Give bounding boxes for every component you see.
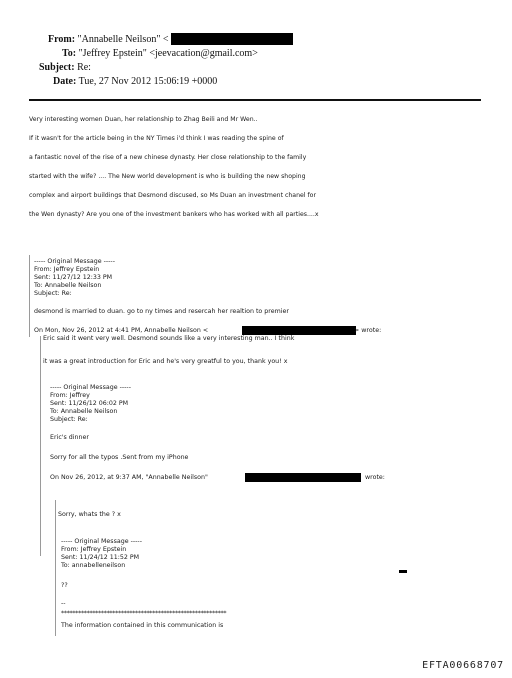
- header-divider: [29, 99, 481, 101]
- quote1-from: From: Jeffrey Epstein: [34, 266, 100, 273]
- from-label: From:: [48, 34, 76, 45]
- from-row: [48, 34, 169, 45]
- body-line-3: a fantastic novel of the rise of a new chinese dynasty. Her close relationship to the family: [29, 154, 307, 161]
- quote1-sent: Sent: 11/27/12 12:33 PM: [34, 274, 113, 281]
- quote1-separator: ----- Original Message -----: [34, 258, 115, 265]
- subject-label: Subject:: [39, 62, 75, 73]
- body-line-1: Very interesting women Duan, her relationship to Zhag Beili and Mr Wen..: [29, 116, 258, 123]
- quote3-sent: Sent: 11/24/12 11:52 PM: [61, 554, 140, 561]
- quote2-line-2: it was a great introduction for Eric and he's very greatful to you, thank you! x: [43, 358, 288, 365]
- to-value: "Jeffrey Epstein" <jeevacation@gmail.com>: [78, 48, 258, 59]
- quote2-to: To: Annabelle Neilson: [50, 408, 118, 415]
- to-row: [62, 48, 258, 59]
- quote3-info: The information contained in this communication is: [61, 622, 224, 629]
- redaction-quote2-email: [245, 473, 361, 482]
- quote3-separator: ----- Original Message -----: [61, 538, 142, 545]
- quote3-to: To: annabelleneilson: [61, 562, 126, 569]
- quote2-wrote-suffix: wrote:: [365, 474, 385, 481]
- quote-bar-3: [55, 500, 56, 540]
- quote2-line-1: Eric said it went very well. Desmond sounds like a very interesting man.. I think: [43, 335, 295, 342]
- quote2-sent: Sent: 11/26/12 06:02 PM: [50, 400, 129, 407]
- ink-mark: [399, 570, 407, 573]
- redaction-from: [171, 33, 293, 45]
- from-value: "Annabelle Neilson" <: [77, 34, 169, 45]
- quote2-subject: Subject: Re:: [50, 416, 88, 423]
- quote3-stars: **********************************************************: [61, 610, 227, 617]
- subject-row: [39, 62, 91, 73]
- quote2-separator: ----- Original Message -----: [50, 384, 131, 391]
- quote1-text: desmond is married to duan. go to ny times and resercah her realtion to premier: [34, 308, 289, 315]
- quote-bar-2: [40, 336, 41, 556]
- date-label: Date:: [53, 76, 77, 87]
- quote-bar-4: [55, 536, 56, 636]
- body-line-6: the Wen dynasty? Are you one of the investment bankers who has worked with all parties....x: [29, 211, 319, 218]
- quote2-from: From: Jeffrey: [50, 392, 90, 399]
- quote3-dashes: --: [61, 600, 66, 607]
- quote3-qq: ??: [61, 582, 68, 589]
- quote-bar-1: [29, 255, 30, 337]
- quote1-wrote-suffix: > wrote:: [354, 327, 382, 334]
- document-id: EFTA00668707: [422, 660, 504, 671]
- quote1-wrote-prefix: On Mon, Nov 26, 2012 at 4:41 PM, Annabelle Neilson <: [34, 327, 209, 334]
- quote3-from: From: Jeffrey Epstein: [61, 546, 127, 553]
- quote2-dinner: Eric's dinner: [50, 434, 89, 441]
- to-label: To:: [62, 48, 77, 59]
- subject-value: Re:: [77, 62, 91, 73]
- body-line-2: If it wasn't for the article being in the NY Times i'd think I was reading the spine of: [29, 135, 284, 142]
- body-line-4: started with the wife? .... The New world development is who is building the new shoping: [29, 173, 306, 180]
- quote1-subject: Subject: Re:: [34, 290, 72, 297]
- date-row: [53, 76, 217, 87]
- body-line-5: complex and airport buildings that Desmond discused, so Ms Duan an investment chanel for: [29, 192, 317, 199]
- quote3-text: Sorry, whats the ? x: [58, 511, 121, 518]
- redaction-quote1-email: [242, 326, 356, 335]
- quote2-typos: Sorry for all the typos .Sent from my iPhone: [50, 454, 189, 461]
- quote2-wrote-prefix: On Nov 26, 2012, at 9:37 AM, "Annabelle Neilson": [50, 474, 208, 481]
- date-value: Tue, 27 Nov 2012 15:06:19 +0000: [78, 76, 218, 87]
- quote1-to: To: Annabelle Neilson: [34, 282, 102, 289]
